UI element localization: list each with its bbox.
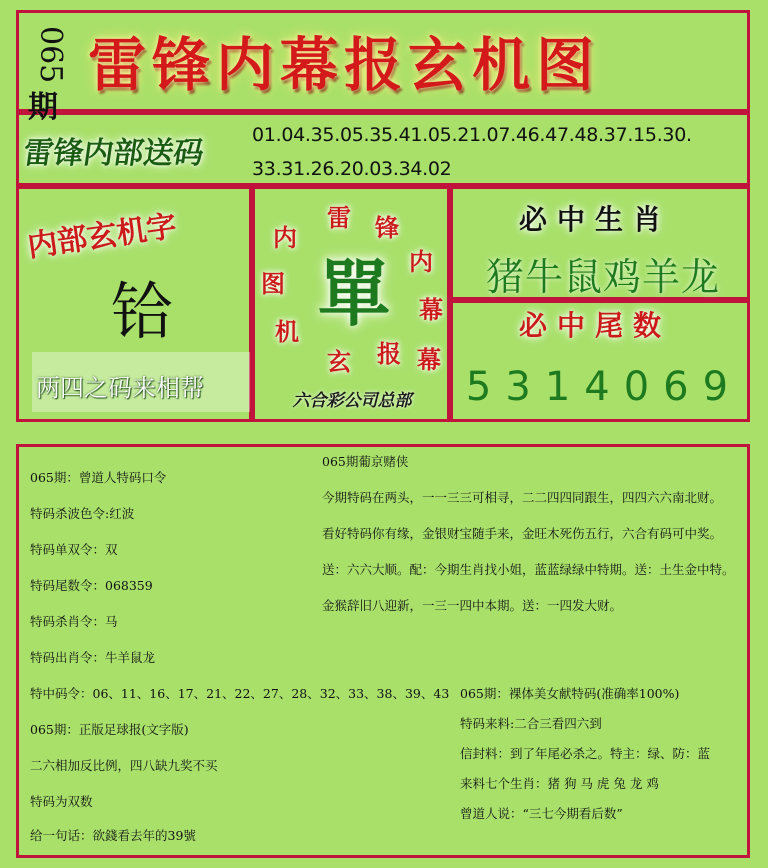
tips-numbers-line1: 01.04.35.05.35.41.05.21.07.46.47.48.37.15.30. xyxy=(252,124,692,146)
mystery-hint: 两四之码来相帮 xyxy=(36,374,204,402)
right-top-line: 今期特码在两头，一一三三可相寻，二二四四同跟生，四四六六南北财。 xyxy=(322,490,723,505)
tail-caption: 必中尾数 xyxy=(518,309,671,342)
right-top-line: 065期葡京赌侠 xyxy=(322,454,409,469)
ring-char: 内 xyxy=(409,247,433,276)
left-line: 065期：正版足球报(文字版) xyxy=(30,722,189,737)
issue-word: 期 xyxy=(28,90,58,125)
ring-char: 锋 xyxy=(375,213,399,242)
issue-label xyxy=(24,12,68,125)
company-name: 六合彩公司总部 xyxy=(292,391,412,411)
ring-char: 幕 xyxy=(417,345,441,374)
left-line: 二六相加反比例，四八缺九奖不买 xyxy=(30,758,218,773)
mystery-character: 铪 xyxy=(110,275,173,348)
ring-char: 幕 xyxy=(419,295,443,324)
right-bottom-line: 曾道人说：“三七今期看后数” xyxy=(460,806,623,821)
right-bottom-line: 特码来料:二合三看四六到 xyxy=(460,716,602,731)
tips-numbers-line2: 33.31.26.20.03.34.02 xyxy=(252,158,452,180)
left-line: 特码杀肖令：马 xyxy=(30,614,118,629)
left-line: 特码为双数 xyxy=(30,794,93,809)
left-line: 给一句话：欲錢看去年的39號 xyxy=(30,828,196,843)
zodiac-caption: 必中生肖 xyxy=(518,203,671,236)
tips-numbers xyxy=(252,118,732,186)
tips-label: 雷锋内部送码 xyxy=(21,136,206,171)
ring-char: 内 xyxy=(273,223,297,252)
ring-char: 报 xyxy=(377,339,401,368)
page-title: 雷锋内幕报玄机图 xyxy=(88,31,601,99)
left-line: 特码出肖令：牛羊鼠龙 xyxy=(30,650,156,665)
zodiac-animals: 猪牛鼠鸡羊龙 xyxy=(485,255,720,299)
ring-char: 图 xyxy=(261,269,285,298)
ring-char: 玄 xyxy=(327,347,351,376)
mystery-caption: 内部玄机字 xyxy=(25,208,179,265)
left-line: 特中码令：06、11、16、17、21、22、27、28、32、33、38、39、43 xyxy=(30,686,450,701)
left-line: 特码杀波色令:红波 xyxy=(30,506,135,521)
issue-number: 065 xyxy=(33,26,68,84)
left-line: 特码单双令：双 xyxy=(30,542,118,557)
right-top-line: 看好特码你有缘，金银财宝随手来，金旺木死伤五行，六合有码可中奖。 xyxy=(322,526,723,541)
right-top-line: 金猴辞旧八迎新，一三一四中本期。送：一四发大财。 xyxy=(322,598,623,613)
right-top-line: 送：六六大顺。配：今期生肖找小姐，蓝蓝绿绿中特期。送：土生金中特。 xyxy=(322,562,735,577)
ring-char: 雷 xyxy=(327,203,351,232)
right-bottom-line: 来料七个生肖：猪 狗 马 虎 兔 龙 鸡 xyxy=(460,776,659,791)
right-bottom-line: 065期：裸体美女献特码(准确率100%) xyxy=(460,686,680,701)
left-line: 特码尾数令：068359 xyxy=(30,578,153,593)
ring-char: 机 xyxy=(275,317,299,346)
tail-digits: 5314069 xyxy=(465,364,743,410)
left-line: 065期：曾道人特码口令 xyxy=(30,470,167,485)
wheel-center: 單 xyxy=(317,251,390,336)
right-bottom-line: 信封料：到了年尾必杀之。特主：绿、防：蓝 xyxy=(460,746,711,761)
